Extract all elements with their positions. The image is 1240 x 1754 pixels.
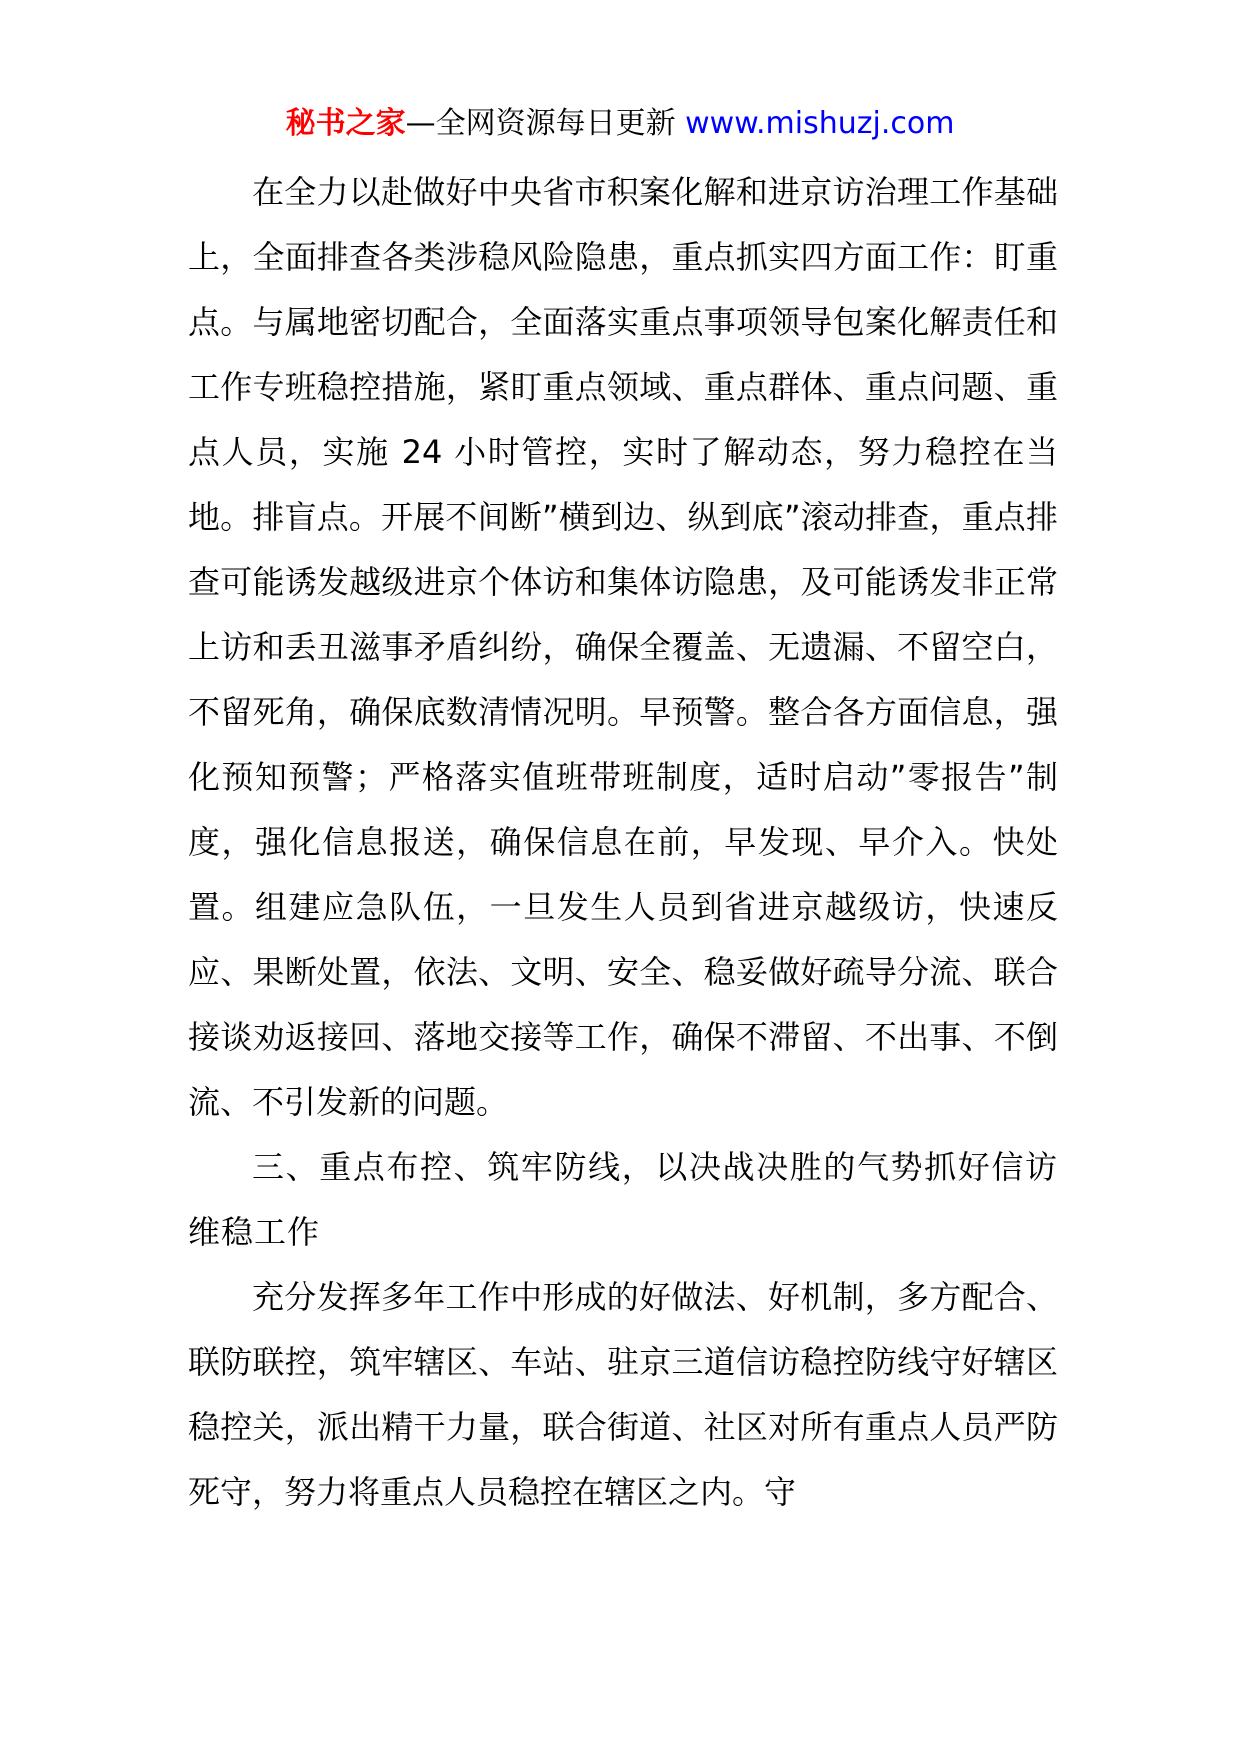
page-header xyxy=(0,103,1240,145)
section-heading-3: 三、重点布控、筑牢防线，以决战决胜的气势抓好信访维稳工作 xyxy=(188,1148,1058,1251)
site-url-link[interactable]: www.mishuzj.com xyxy=(685,106,955,141)
header-tagline: —全网资源每日更新 xyxy=(405,106,686,141)
paragraph-defense-lines: 充分发挥多年工作中形成的好做法、好机制，多方配合、联防联控，筑牢辖区、车站、驻京三道信访稳控防线守好辖区稳控关，派出精干力量，联合街道、社区对所有重点人员严防死守，努力将重点人员稳控在辖区之内。守 xyxy=(188,1278,1058,1511)
brand-name: 秘书之家 xyxy=(285,106,406,141)
document-body xyxy=(188,160,1058,1525)
paragraph-work-foundation: 在全力以赴做好中央省市积案化解和进京访治理工作基础上，全面排查各类涉稳风险隐患，重点抓实四方面工作：盯重点。与属地密切配合，全面落实重点事项领导包案化解责任和工作专班稳控措施，紧盯重点领域、重点群体、重点问题、重点人员，实施 24 小时管控，实时了解动态，努力稳控在当地。排盲点。开展不间断”横到边、纵到底”滚动排查，重点排查可能诱发越级进京个体访和集体访隐患，及可能诱发非正常上访和丢丑滋事矛盾纠纷，确保全覆盖、无遗漏、不留空白，不留死角，确保底数清情况明。早预警。整合各方面信息，强化预知预警；严格落实值班带班制度，适时启动”零报告”制度，强化信息报送，确保信息在前，早发现、早介入。快处置。组建应急队伍，一旦发生人员到省进京越级访，快速反应、果断处置，依法、文明、安全、稳妥做好疏导分流、联合接谈劝返接回、落地交接等工作，确保不滞留、不出事、不倒流、不引发新的问题。 xyxy=(188,173,1058,1121)
